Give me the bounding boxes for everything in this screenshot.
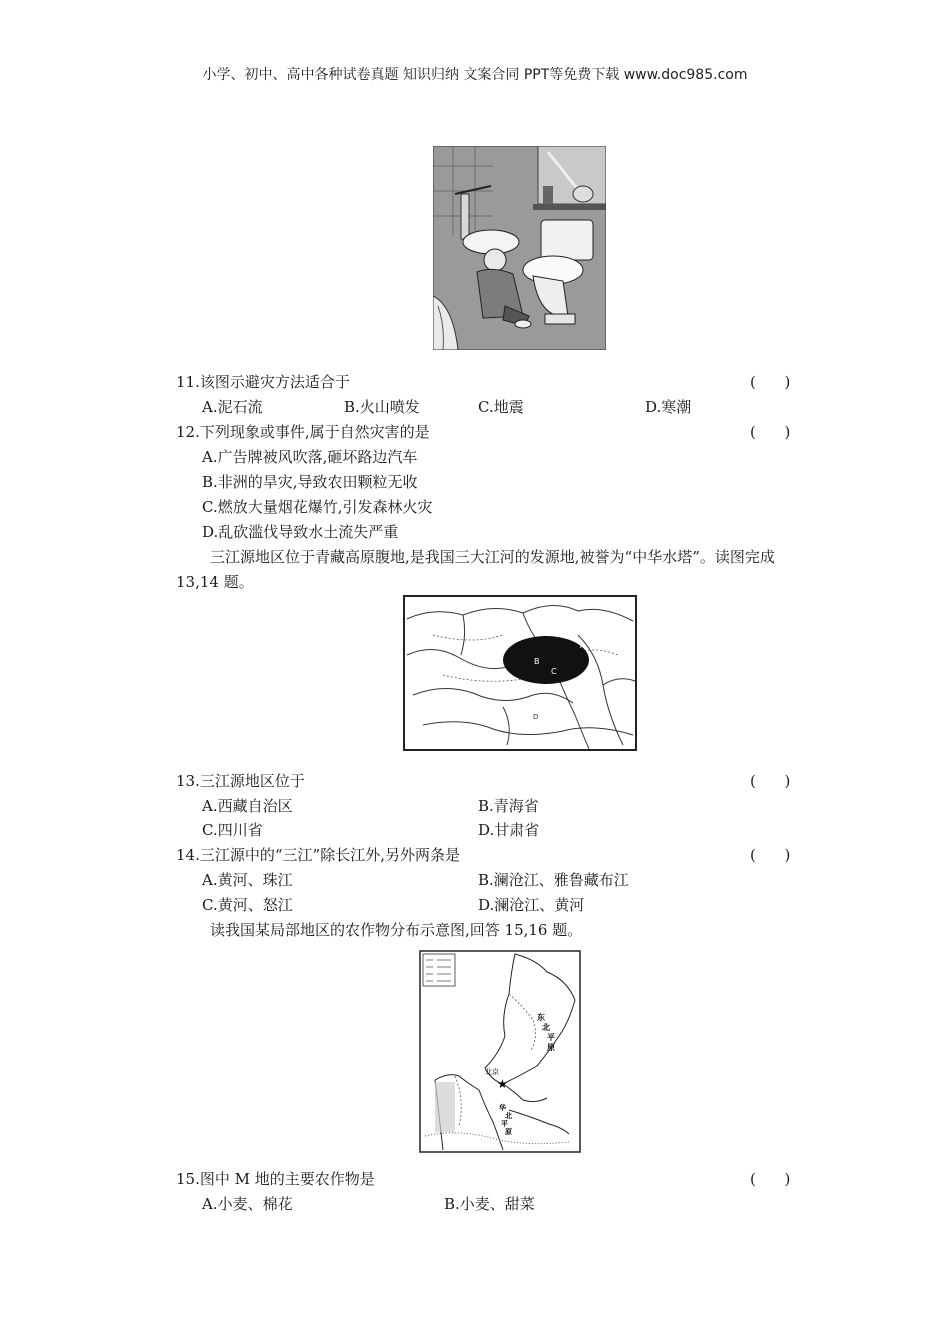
q15-stem: 15.图中 M 地的主要农作物是 (176, 1170, 375, 1188)
q12-option-c: C.燃放大量烟花爆竹,引发森林火灾 (202, 498, 433, 516)
q14-stem: 14.三江源中的“三江”除长江外,另外两条是 (176, 846, 460, 864)
map2-label-huabei-1: 华 (499, 1104, 506, 1112)
passage-sanjiangyuan-line2: 13,14 题。 (176, 573, 254, 591)
map2-label-huabei-2: 北 (505, 1112, 512, 1120)
q15-option-a: A.小麦、棉花 (202, 1195, 293, 1213)
q14-answer-blank: ( ) (750, 846, 791, 864)
map2-label-dongbei-4: 原 (547, 1043, 555, 1052)
q15-option-b: B.小麦、甜菜 (444, 1195, 535, 1213)
q12-stem: 12.下列现象或事件,属于自然灾害的是 (176, 423, 430, 441)
passage-crop-map: 读我国某局部地区的农作物分布示意图,回答 15,16 题。 (210, 921, 583, 939)
q11-option-d: D.寒潮 (645, 398, 692, 416)
map1-label-b: B (534, 657, 540, 666)
q11-stem: 11.该图示避灾方法适合于 (176, 373, 350, 391)
q12-option-b: B.非洲的旱灾,导致农田颗粒无收 (202, 473, 418, 491)
page-header: 小学、初中、高中各种试卷真题 知识归纳 文案合同 PPT等免费下载 www.doc985.com (202, 67, 748, 83)
map1-label-c: C (551, 667, 557, 676)
map2-label-huabei-3: 平 (501, 1120, 508, 1128)
q11-option-a: A.泥石流 (202, 398, 263, 416)
q12-option-d: D.乱砍滥伐导致水土流失严重 (202, 523, 399, 541)
q13-option-d: D.甘肃省 (478, 821, 540, 839)
map2-label-dongbei-2: 北 (542, 1023, 550, 1032)
map2-label-dongbei-3: 平 (547, 1033, 555, 1042)
shelter-illustration (433, 146, 606, 350)
q14-option-d: D.澜沧江、黄河 (478, 896, 585, 914)
q15-answer-blank: ( ) (750, 1170, 791, 1188)
passage-sanjiangyuan-line1: 三江源地区位于青藏高原腹地,是我国三大江河的发源地,被誉为“中华水塔”。读图完成 (210, 548, 775, 566)
q12-answer-blank: ( ) (750, 423, 791, 441)
crop-distribution-map (419, 950, 581, 1153)
sanjiangyuan-map (403, 595, 637, 751)
q11-option-b: B.火山喷发 (344, 398, 420, 416)
q12-option-a: A.广告牌被风吹落,砸坏路边汽车 (202, 448, 418, 466)
q13-option-a: A.西藏自治区 (202, 797, 293, 815)
q11-option-c: C.地震 (478, 398, 524, 416)
map2-label-huabei-4: 原 (505, 1128, 512, 1136)
q14-option-b: B.澜沧江、雅鲁藏布江 (478, 871, 629, 889)
q11-answer-blank: ( ) (750, 373, 791, 391)
map1-label-a: A (580, 641, 586, 650)
map2-label-dongbei-1: 东 (537, 1013, 545, 1022)
q13-answer-blank: ( ) (750, 772, 791, 790)
q13-option-c: C.四川省 (202, 821, 263, 839)
q13-option-b: B.青海省 (478, 797, 539, 815)
q13-stem: 13.三江源地区位于 (176, 772, 305, 790)
q14-option-a: A.黄河、珠江 (202, 871, 293, 889)
map2-label-beijing: 北京 (485, 1068, 499, 1076)
q14-option-c: C.黄河、怒江 (202, 896, 293, 914)
map1-label-d: D (533, 713, 539, 721)
beijing-star-icon: ★ (497, 1077, 508, 1091)
